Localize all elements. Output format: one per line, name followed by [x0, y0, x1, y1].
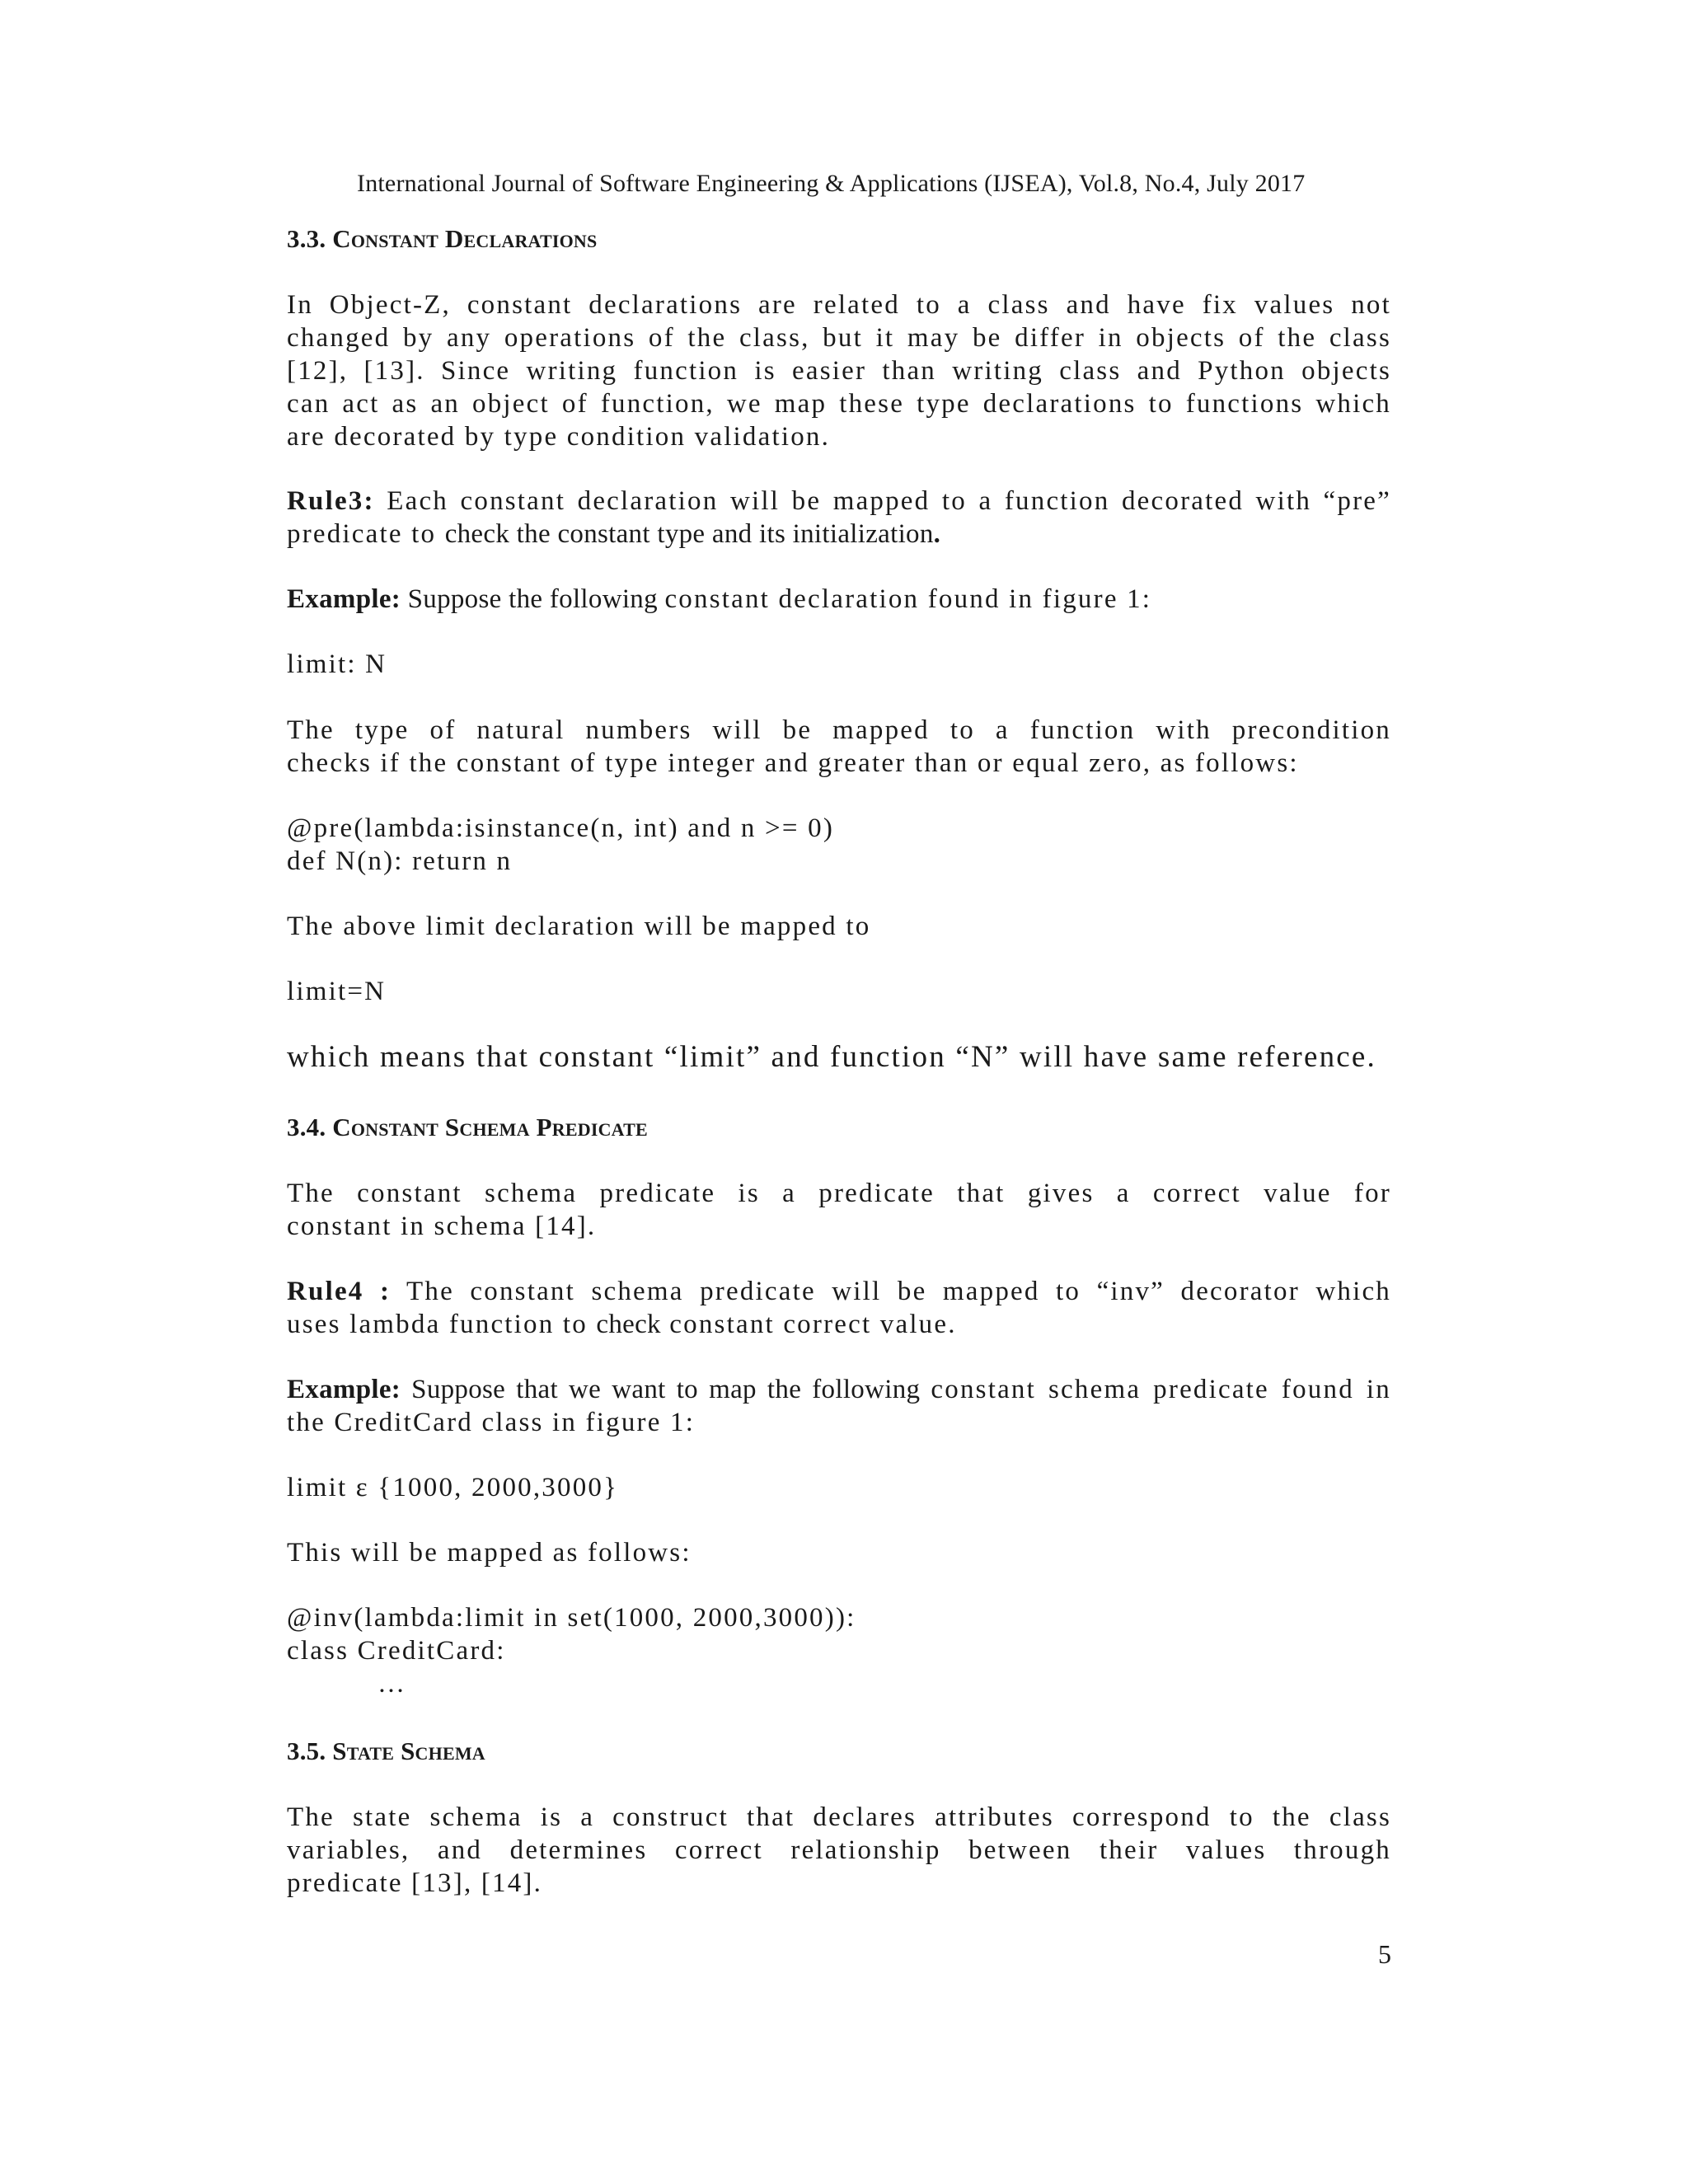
code-line: def N(n): return n	[287, 846, 513, 876]
code-line: class CreditCard:	[287, 1636, 506, 1666]
page-number: 5	[1378, 1939, 1391, 1969]
text-line: changed by any operations of the class, but it may be differ in objects of the class	[287, 323, 1391, 353]
rule4-paragraph	[287, 1275, 1391, 1341]
example-paragraph-1	[287, 583, 1391, 616]
text-line: The type of natural numbers will be mapped to a function with precondition	[287, 715, 1391, 745]
text-line	[287, 485, 1391, 518]
paragraph-natural-numbers	[287, 714, 1391, 780]
example-text: constant schema predicate found in	[931, 1375, 1391, 1404]
code-block-pre	[287, 812, 1391, 878]
example-text: Suppose the following	[401, 584, 665, 614]
text-line: predicate [13], [14].	[287, 1868, 543, 1898]
paragraph-limit-mapped: The above limit declaration will be mapped to	[287, 912, 871, 941]
example-text: constant declaration found in figure 1:	[664, 584, 1152, 614]
section-title: Constant Declarations	[332, 224, 598, 253]
rule3-paragraph	[287, 485, 1391, 551]
code-line: @inv(lambda:limit in set(1000, 2000,3000)):	[287, 1603, 856, 1633]
rule3-label: Rule3:	[287, 486, 375, 516]
section-heading-3-3	[287, 224, 597, 254]
section-number: 3.3.	[287, 224, 326, 253]
text-line: variables, and determines correct relationship between their values through	[287, 1835, 1391, 1865]
rule4-label: Rule4 :	[287, 1277, 392, 1306]
section-heading-3-5	[287, 1736, 485, 1766]
section-title: State Schema	[332, 1736, 485, 1765]
paragraph-constant-schema	[287, 1177, 1391, 1243]
paragraph-state-schema	[287, 1801, 1391, 1900]
text-line: In Object-Z, constant declarations are related to a class and have fix values not	[287, 290, 1391, 320]
text-line	[287, 1373, 1391, 1406]
rule4-text: constant correct value.	[660, 1310, 957, 1339]
text-line: the CreditCard class in figure 1:	[287, 1408, 696, 1437]
predicate-line: limit ε {1000, 2000,3000}	[287, 1473, 619, 1502]
text-line	[287, 1308, 1391, 1341]
paragraph-mapped-as-follows: This will be mapped as follows:	[287, 1538, 692, 1568]
section-title: Constant Schema Predicate	[332, 1113, 648, 1141]
code-block-inv	[287, 1601, 1391, 1700]
text-line: The state schema is a construct that declares attributes correspond to the class	[287, 1802, 1391, 1832]
journal-header: International Journal of Software Engineering & Applications (IJSEA), Vol.8, No.4, July 2017	[357, 170, 1306, 197]
section-number: 3.4.	[287, 1113, 326, 1141]
example-label: Example:	[287, 1375, 401, 1404]
paragraph-same-reference: which means that constant “limit” and function “N” will have same reference.	[287, 1040, 1376, 1074]
rule3-text: Each constant declaration will be mapped to a function decorated with “pre”	[374, 486, 1391, 516]
rule3-text: predicate to	[287, 519, 445, 549]
text-line: constant in schema [14].	[287, 1212, 597, 1241]
text-line	[287, 583, 1391, 616]
rule4-text: check	[596, 1310, 661, 1339]
example-text: Suppose that we want to map the following	[401, 1375, 931, 1404]
rule4-text: uses lambda function to	[287, 1310, 597, 1339]
section-number: 3.5.	[287, 1736, 326, 1765]
section-heading-3-4	[287, 1113, 648, 1142]
rule3-period: .	[933, 519, 943, 549]
text-line: checks if the constant of type integer and greater than or equal zero, as follows:	[287, 748, 1299, 778]
text-line	[287, 518, 1391, 551]
rule3-text: check the constant type and its initialization	[444, 519, 934, 549]
example-label: Example:	[287, 584, 401, 614]
code-line: …	[377, 1669, 407, 1699]
paragraph-constant-declarations	[287, 288, 1391, 453]
example-paragraph-2	[287, 1373, 1391, 1439]
text-line: [12], [13]. Since writing function is easier than writing class and Python objects	[287, 356, 1391, 386]
mapped-code-line: limit=N	[287, 977, 387, 1006]
code-line: @pre(lambda:isinstance(n, int) and n >= 0)	[287, 813, 835, 843]
text-line: can act as an object of function, we map these type declarations to functions which	[287, 389, 1391, 419]
text-line: are decorated by type condition validation.	[287, 422, 831, 452]
text-line: The constant schema predicate is a predicate that gives a correct value for	[287, 1179, 1391, 1208]
declaration-line: limit: N	[287, 649, 387, 679]
text-line	[287, 1275, 1391, 1308]
rule4-text: The constant schema predicate will be mapped to “inv” decorator which	[391, 1277, 1392, 1306]
